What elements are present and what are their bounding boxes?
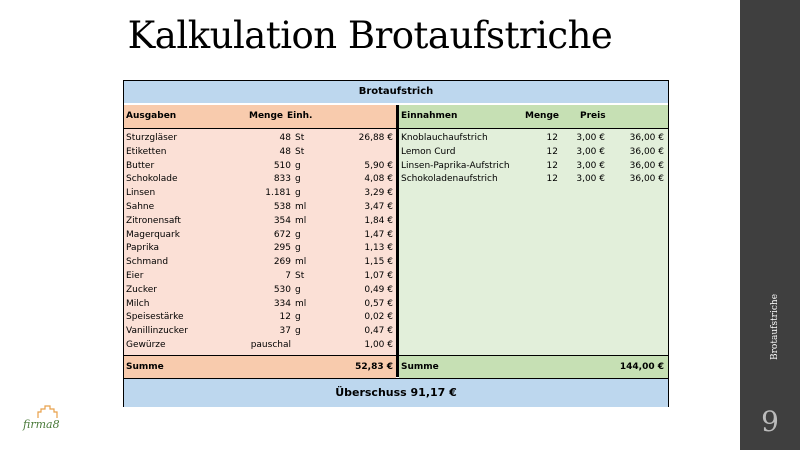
expense-item: Etiketten: [126, 146, 167, 157]
expenses-header-item: Ausgaben: [126, 111, 177, 121]
expense-unit: g: [295, 229, 301, 240]
table-row: [399, 132, 668, 145]
sidebar-label: Brotaufstriche: [770, 293, 780, 360]
expense-qty: 7: [285, 271, 291, 281]
income-qty: 12: [546, 133, 558, 143]
house-outline-icon: [38, 406, 57, 418]
expense-qty: 37: [279, 326, 291, 337]
income-item: Schokoladenaufstrich: [401, 174, 498, 185]
income-price: 3,00 €: [576, 160, 605, 171]
expenses-sum-row: [124, 355, 396, 378]
expense-cost: 1,84 €: [364, 215, 393, 226]
income-qty: 12: [546, 174, 558, 185]
expense-qty: 1.181: [265, 188, 291, 199]
expense-qty: 833: [273, 174, 291, 185]
expense-cost: 5,90 €: [364, 160, 393, 171]
table-row: [124, 173, 396, 186]
calculation-table: [123, 80, 669, 407]
expense-qty: 48: [279, 146, 291, 157]
expense-qty: 295: [273, 243, 291, 254]
income-total: 36,00 €: [629, 133, 664, 143]
expense-cost: 3,47 €: [364, 202, 393, 212]
expense-item: Zucker: [126, 284, 157, 295]
expense-qty: 12: [279, 312, 291, 323]
table-row: [124, 270, 396, 283]
income-total: 36,00 €: [629, 174, 664, 185]
table-row: [124, 229, 396, 242]
expense-qty: 269: [273, 257, 291, 268]
expense-unit: ml: [295, 298, 307, 309]
expense-unit: g: [295, 160, 301, 171]
table-header: Brotaufstrich: [124, 81, 668, 103]
expense-unit: g: [295, 174, 301, 185]
income-item: Knoblauchaufstrich: [401, 133, 488, 143]
expense-item: Sahne: [126, 202, 155, 212]
table-row: [124, 160, 396, 173]
expense-item: Speisestärke: [126, 312, 184, 323]
income-price: 3,00 €: [576, 174, 605, 185]
table-row: [124, 339, 396, 352]
table-row: [124, 187, 396, 200]
income-qty: 12: [546, 146, 558, 157]
table-row: [124, 284, 396, 297]
expense-unit: ml: [295, 215, 307, 226]
expense-cost: 4,08 €: [364, 174, 393, 185]
expense-cost: 1,00 €: [364, 340, 393, 350]
expense-item: Eier: [126, 271, 144, 281]
expense-qty: 334: [273, 298, 291, 309]
table-row: [124, 311, 396, 324]
expense-unit: g: [295, 326, 301, 337]
income-sum-row: [399, 355, 668, 378]
income-header-qty: Menge: [525, 111, 560, 121]
expense-item: Schokolade: [126, 174, 178, 185]
expense-qty: 48: [279, 133, 291, 143]
expense-qty: 354: [273, 215, 291, 226]
expense-cost: 1,15 €: [364, 257, 393, 268]
expense-unit: g: [295, 284, 301, 295]
expense-item: Milch: [126, 298, 150, 309]
table-row: [399, 173, 668, 186]
firma8-logo: [20, 405, 70, 433]
income-total: 36,00 €: [629, 160, 664, 171]
logo-text: firma8: [23, 418, 60, 431]
expense-item: Schmand: [126, 257, 169, 268]
expense-qty: 530: [273, 284, 291, 295]
expenses-header-unit: Einh.: [287, 111, 313, 121]
expense-qty: pauschal: [250, 340, 291, 350]
expense-item: Paprika: [126, 243, 160, 254]
expense-item: Linsen: [126, 188, 156, 199]
table-row: [399, 160, 668, 173]
expense-unit: St: [295, 146, 305, 157]
expense-unit: g: [295, 243, 301, 254]
expenses-header-qty: Menge: [249, 111, 284, 121]
income-item: Linsen-Paprika-Aufstrich: [401, 160, 510, 171]
table-row: [399, 146, 668, 159]
income-total: 36,00 €: [629, 146, 664, 157]
income-item: Lemon Curd: [401, 146, 456, 157]
income-section: [399, 105, 668, 377]
expense-cost: 3,29 €: [364, 188, 393, 199]
expenses-section: [124, 105, 396, 377]
expense-cost: 26,88 €: [358, 133, 393, 143]
expense-qty: 672: [273, 229, 291, 240]
expenses-sum-label: Summe: [126, 362, 164, 372]
income-sum-label: Summe: [401, 362, 439, 372]
income-sum-value: 144,00 €: [619, 362, 664, 372]
expense-qty: 538: [273, 202, 291, 212]
expense-unit: g: [295, 188, 301, 199]
expense-unit: St: [295, 133, 305, 143]
surplus-row: Überschuss 91,17 €: [124, 378, 668, 407]
expense-unit: g: [295, 312, 301, 323]
expense-qty: 510: [273, 160, 291, 171]
table-row: [124, 146, 396, 159]
table-row: [124, 242, 396, 255]
expense-cost: 0,47 €: [364, 326, 393, 337]
expense-cost: 1,47 €: [364, 229, 393, 240]
table-row: [124, 215, 396, 228]
page-title: Kalkulation Brotaufstriche: [127, 14, 613, 57]
table-row: [124, 298, 396, 311]
expense-unit: ml: [295, 202, 307, 212]
income-price: 3,00 €: [576, 133, 605, 143]
sidebar: [740, 0, 800, 450]
income-qty: 12: [546, 160, 558, 171]
expenses-header-row: [124, 105, 396, 129]
page-number: 9: [761, 405, 779, 438]
expense-item: Butter: [126, 160, 155, 171]
table-row: [124, 325, 396, 338]
expense-cost: 0,02 €: [364, 312, 393, 323]
expenses-sum-value: 52,83 €: [355, 362, 393, 372]
expense-item: Zitronensaft: [126, 215, 181, 226]
expense-item: Sturzgläser: [126, 133, 178, 143]
table-row: [124, 132, 396, 145]
expense-cost: 0,57 €: [364, 298, 393, 309]
income-price: 3,00 €: [576, 146, 605, 157]
income-header-price: Preis: [580, 111, 606, 121]
income-header-item: Einnahmen: [401, 111, 458, 121]
table-row: [124, 256, 396, 269]
expense-cost: 1,13 €: [364, 243, 393, 254]
expense-unit: ml: [295, 257, 307, 268]
expense-unit: St: [295, 271, 305, 281]
table-row: [124, 201, 396, 214]
expense-item: Magerquark: [126, 229, 180, 240]
income-header-row: [399, 105, 668, 129]
expense-item: Gewürze: [126, 340, 166, 350]
expense-item: Vanillinzucker: [126, 326, 188, 337]
expense-cost: 1,07 €: [364, 271, 393, 281]
expense-cost: 0,49 €: [364, 284, 393, 295]
